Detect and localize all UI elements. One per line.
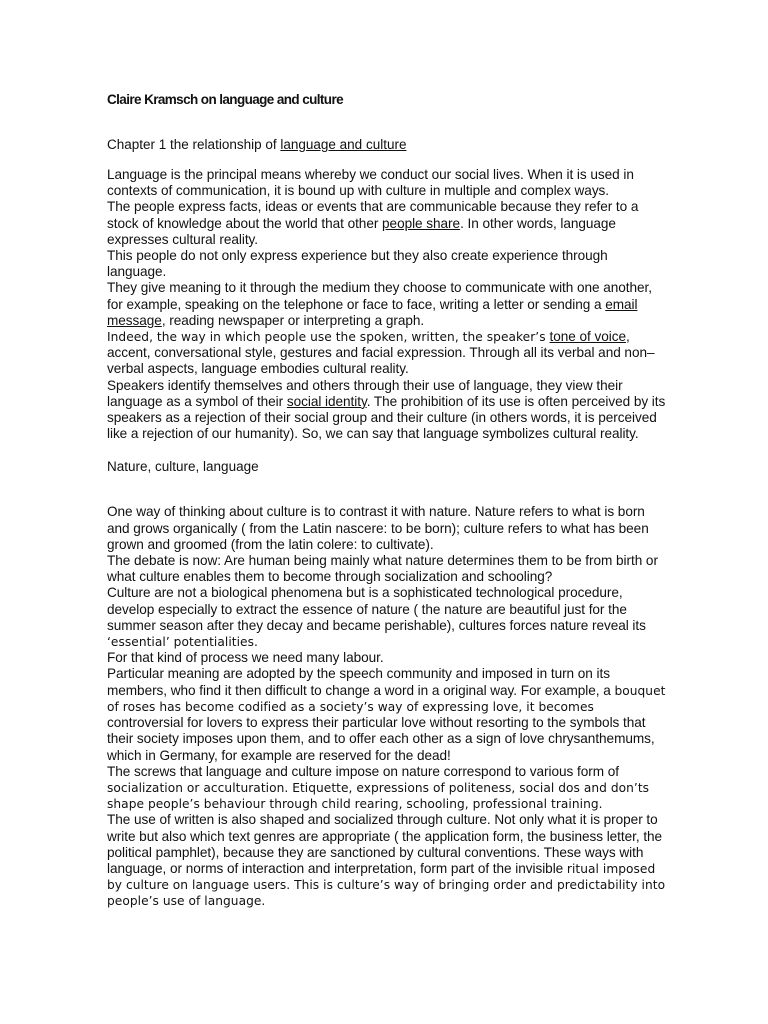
paragraph-4-text-b: , reading newspaper or interpreting a graph. bbox=[161, 312, 425, 328]
paragraph-4 bbox=[107, 280, 667, 329]
paragraph-13-text-a: The use of written is also shaped and socialized through culture. Not only what it is proper to write but also which text genres are appropriate ( the application form, the business letter, the political pamphlet), because they are sanctioned by cultural conventions. These ways with language, or norms of interaction and interpretation, form part of the invisible bbox=[107, 812, 663, 876]
chapter-heading bbox=[107, 137, 667, 153]
language-and-culture-link[interactable]: language and culture bbox=[280, 137, 407, 152]
document-page bbox=[107, 92, 667, 910]
paragraph-6 bbox=[107, 378, 667, 443]
paragraph-3: This people do not only express experience but they also create experience through language. bbox=[107, 248, 608, 280]
chapter1-body bbox=[107, 167, 667, 442]
paragraph-5-text-b: , accent, conversational style, gestures and facial expression. Through all its verbal and non–verbal aspects, language embodies cultural reality. bbox=[107, 329, 655, 377]
document-title: Claire Kramsch on language and culture bbox=[107, 92, 344, 107]
paragraph-1: Language is the principal means whereby we conduct our social lives. When it is used in contexts of communication, it is bound up with culture in multiple and complex ways. bbox=[107, 167, 634, 199]
people-share-link[interactable]: people share bbox=[382, 215, 461, 231]
paragraph-12-text-a: The screws that language and culture impose on nature correspond to various form of bbox=[107, 763, 619, 779]
paragraph-11 bbox=[107, 666, 667, 763]
paragraph-5-text-a: Indeed, the way in which people use the spoken, written, the speaker’s bbox=[107, 330, 550, 345]
section-spacer-2 bbox=[107, 489, 667, 504]
section2-body bbox=[107, 504, 667, 909]
paragraph-9 bbox=[107, 585, 667, 650]
paragraph-6-text-a: Speakers identify themselves and others through their use of language, they view their language as a symbol of their bbox=[107, 377, 623, 409]
paragraph-2-text-b: . In other words, language expresses cultural reality. bbox=[107, 215, 616, 247]
social-identity-link[interactable]: social identity bbox=[286, 393, 367, 409]
paragraph-2-text-a: The people express facts, ideas or events that are communicable because they refer to a stock of knowledge about the world that other bbox=[107, 199, 639, 231]
paragraph-9-text-a: Culture are not a biological phenomena but is a sophisticated technological procedure, develop especially to extract the essence of nature ( the nature are beautiful just for the summer season after they decay and became perishable), cultures forces nature reveal its bbox=[107, 585, 646, 633]
paragraph-11-text-b: bouquet of roses has become codified as a society’s way of expressing love, it becomes bbox=[107, 683, 666, 714]
section-heading: Nature, culture, language bbox=[107, 459, 259, 475]
tone-of-voice-link[interactable]: tone of voice bbox=[549, 329, 626, 345]
paragraph-9-text-b: ‘essential’ potentialities. bbox=[107, 635, 258, 650]
paragraph-11-text-a: Particular meaning are adopted by the speech community and imposed in turn on its members, who find it then difficult to change a word in a original way. For example, a bbox=[107, 666, 615, 698]
paragraph-8: The debate is now: Are human being mainly what nature determines them to be from birth or what culture enables them to become through socialization and schooling? bbox=[107, 553, 658, 585]
paragraph-7: One way of thinking about culture is to contrast it with nature. Nature refers to what is born and grows organically ( from the Latin nascere: to be born); culture refers to what has been grown and groomed (from the latin colere: to cultivate). bbox=[107, 504, 649, 552]
paragraph-4-text-a: They give meaning to it through the medium they choose to communicate with one another, for example, speaking on the telephone or face to face, writing a letter or sending a bbox=[107, 280, 653, 312]
paragraph-5 bbox=[107, 329, 667, 378]
email-message-link[interactable]: email message bbox=[107, 296, 638, 328]
paragraph-11-text-c: controversial for lovers to express their particular love without resorting to the symbols that their society imposes upon them, and to offer each other as a sign of love chrysanthemums, which in Germany, for example are reserved for the dead! bbox=[107, 715, 655, 763]
paragraph-10: For that kind of process we need many labour. bbox=[107, 650, 384, 666]
paragraph-2 bbox=[107, 199, 667, 248]
paragraph-13-text-b: ritual imposed by culture on language users. This is culture’s way of bringing order and predictability into people’s use of language. bbox=[107, 861, 666, 909]
paragraph-12-text-b: socialization or acculturation. Etiquette, expressions of politeness, social dos and don’ts shape people’s behaviour through child rearing, schooling, professional training. bbox=[107, 780, 650, 812]
paragraph-12 bbox=[107, 764, 667, 813]
chapter-heading-text: Chapter 1 the relationship of bbox=[107, 137, 281, 152]
paragraph-13 bbox=[107, 812, 667, 909]
section-spacer bbox=[107, 442, 667, 459]
paragraph-6-text-b: . The prohibition of its use is often perceived by its speakers as a rejection of their social group and their culture (in others words, it is perceived like a rejection of our humanity). So, we can say that language symbolizes cultural reality. bbox=[107, 393, 666, 442]
